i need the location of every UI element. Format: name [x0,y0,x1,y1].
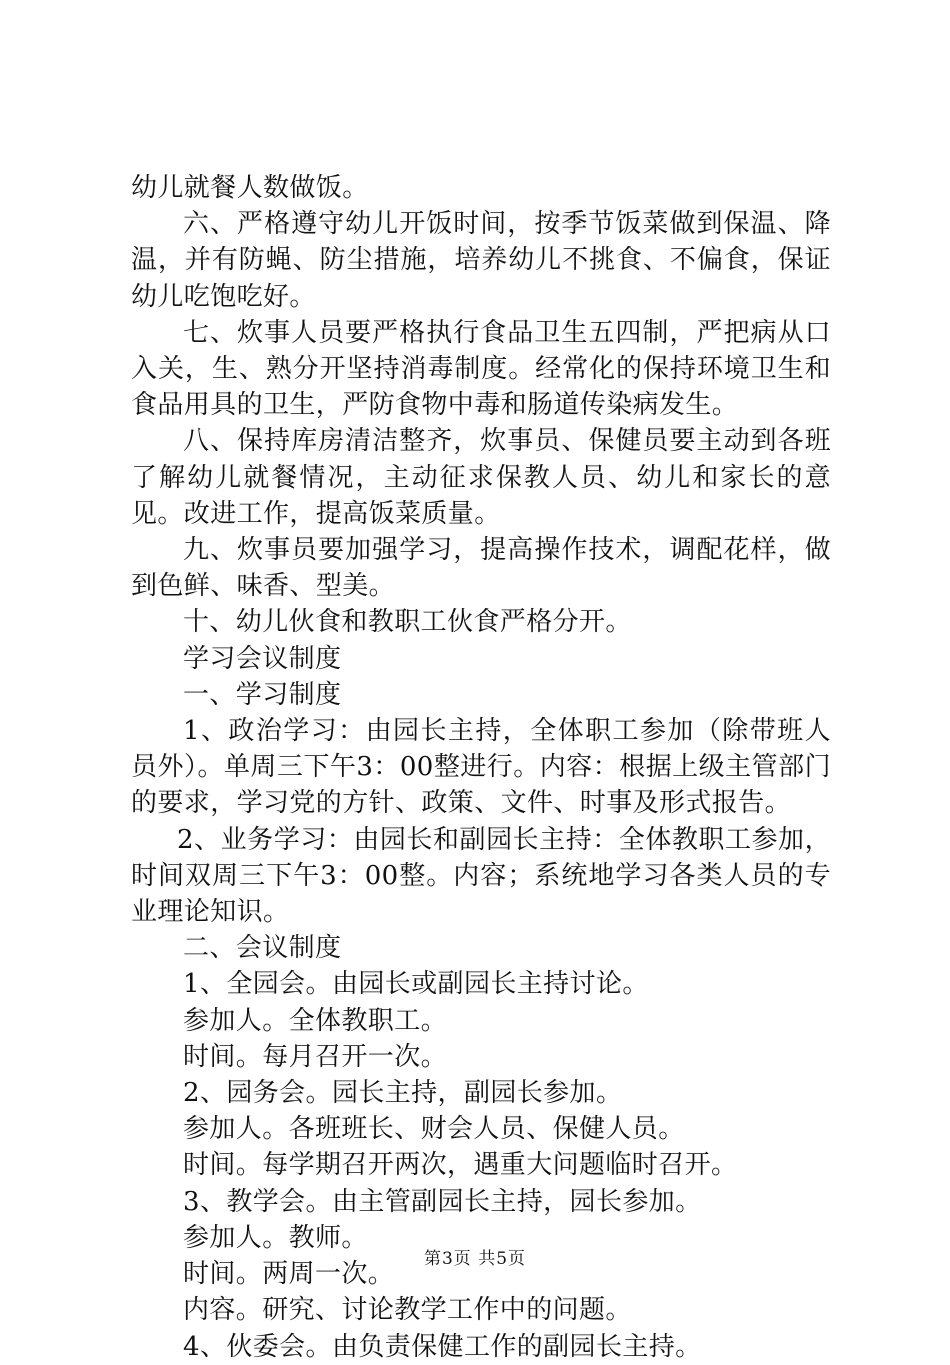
paragraph: 十、幼儿伙食和教职工伙食严格分开。 [183,607,632,638]
section-heading: 一、学习制度 [183,679,342,710]
paragraph: 2、业务学习：由园长和副园长主持：全体教职工参加，时间双周三下午3：00整。内容；系统地学习各类人员的专业理论知识。 [131,824,831,928]
paragraph: 2、园务会。园长主持，副园长参加。 [183,1078,623,1109]
section-heading: 学习会议制度 [183,643,342,674]
paragraph: 内容。研究、讨论教学工作中的问题。 [183,1295,632,1326]
paragraph: 九、炊事员要加强学习，提高操作技术，调配花样，做到色鲜、味香、型美。 [131,535,831,602]
paragraph: 时间。每月召开一次。 [183,1041,448,1072]
paragraph: 3、教学会。由主管副园长主持，园长参加。 [183,1186,702,1217]
paragraph: 八、保持库房清洁整齐，炊事员、保健员要主动到各班了解幼儿就餐情况，主动征求保教人员、幼儿和家长的意见。改进工作，提高饭菜质量。 [131,426,831,529]
section-heading: 二、会议制度 [183,933,342,964]
paragraph: 幼儿就餐人数做饭。 [131,173,369,203]
paragraph: 七、炊事人员要严格执行食品卫生五四制，严把病从口入关，生、熟分开坚持消毒制度。经常化的保持环境卫生和食品用具的卫生，严防食物中毒和肠道传染病发生。 [131,317,831,421]
paragraph: 参加人。教师。 [183,1222,368,1253]
paragraph: 参加人。全体教职工。 [183,1005,448,1036]
paragraph: 1、政治学习：由园长主持，全体职工参加（除带班人员外）。单周三下午3：00整进行。内容：根据上级主管部门的要求，学习党的方针、政策、文件、时事及形式报告。 [131,716,831,819]
paragraph: 1、全园会。由园长或副园长主持讨论。 [183,969,649,1000]
paragraph: 时间。两周一次。 [183,1259,395,1290]
page-number-footer: 第3页 共5页 [423,1249,527,1269]
paragraph: 时间。每学期召开两次，遇重大问题临时召开。 [183,1150,738,1181]
paragraph: 六、严格遵守幼儿开饭时间，按季节饭菜做到保温、降温，并有防蝇、防尘措施，培养幼儿不挑食、不偏食，保证幼儿吃饱吃好。 [131,209,831,312]
document-body [131,170,831,1365]
paragraph: 4、伙委会。由负责保健工作的副园长主持。 [183,1331,702,1362]
paragraph: 参加人。各班班长、财会人员、保健人员。 [183,1114,685,1145]
